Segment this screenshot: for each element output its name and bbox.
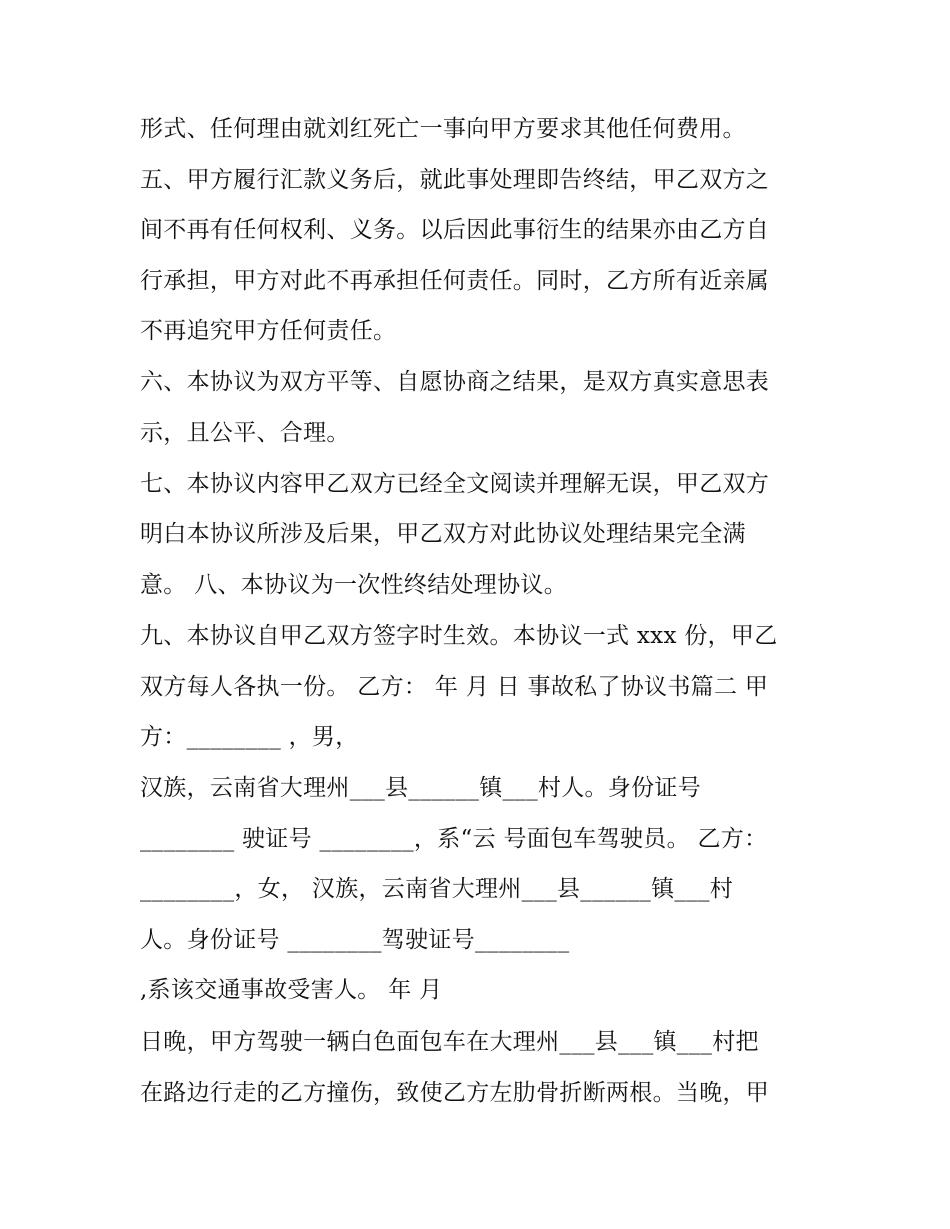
text-line: 日晚，甲方驾驶一辆白色面包车在大理州___县___镇___村把 xyxy=(140,1029,759,1055)
text-line: 双方每人各执一份。 乙方： 年 月 日 事故私了协议书篇二 甲 xyxy=(140,674,769,700)
text-line: 形式、任何理由就刘红死亡一事向甲方要求其他任何费用。 xyxy=(140,116,746,142)
text-line: 五、甲方履行汇款义务后，就此事处理即告终结，甲乙双方之 xyxy=(140,167,770,193)
text-line: ________ 驶证号 ________，系“云 号面包车驾驶员。 乙方： xyxy=(140,826,768,852)
text-line: 意。 八、本协议为一次性终结处理协议。 xyxy=(140,572,568,598)
text-line: 九、本协议自甲乙双方签字时生效。本协议一式 xxx 份，甲乙 xyxy=(140,623,778,649)
text-line: 方：________ ，男， xyxy=(140,724,359,750)
text-line: 行承担，甲方对此不再承担任何责任。同时，乙方所有近亲属 xyxy=(140,268,770,294)
text-line: 明白本协议所涉及后果，甲乙双方对此协议处理结果完全满 xyxy=(140,521,746,547)
text-line: ________，女， 汉族，云南省大理州___县______镇___村 xyxy=(140,876,734,902)
text-line: 汉族，云南省大理州___县______镇___村人。身份证号 xyxy=(140,775,701,801)
text-line: 示，且公平、合理。 xyxy=(140,420,350,446)
text-line: 七、本协议内容甲乙双方已经全文阅读并理解无误，甲乙双方 xyxy=(140,471,770,497)
text-line: ,系该交通事故受害人。 年 月 xyxy=(140,977,443,1003)
text-line: 在路边行走的乙方撞伤，致使乙方左肋骨折断两根。当晚，甲 xyxy=(140,1080,770,1106)
text-line: 间不再有任何权利、义务。以后因此事衍生的结果亦由乙方自 xyxy=(140,217,770,243)
text-line: 不再追究甲方任何责任。 xyxy=(140,318,397,344)
text-line: 人。身份证号 ________驾驶证号________ xyxy=(140,927,570,953)
text-line: 六、本协议为双方平等、自愿协商之结果，是双方真实意思表 xyxy=(140,369,770,395)
